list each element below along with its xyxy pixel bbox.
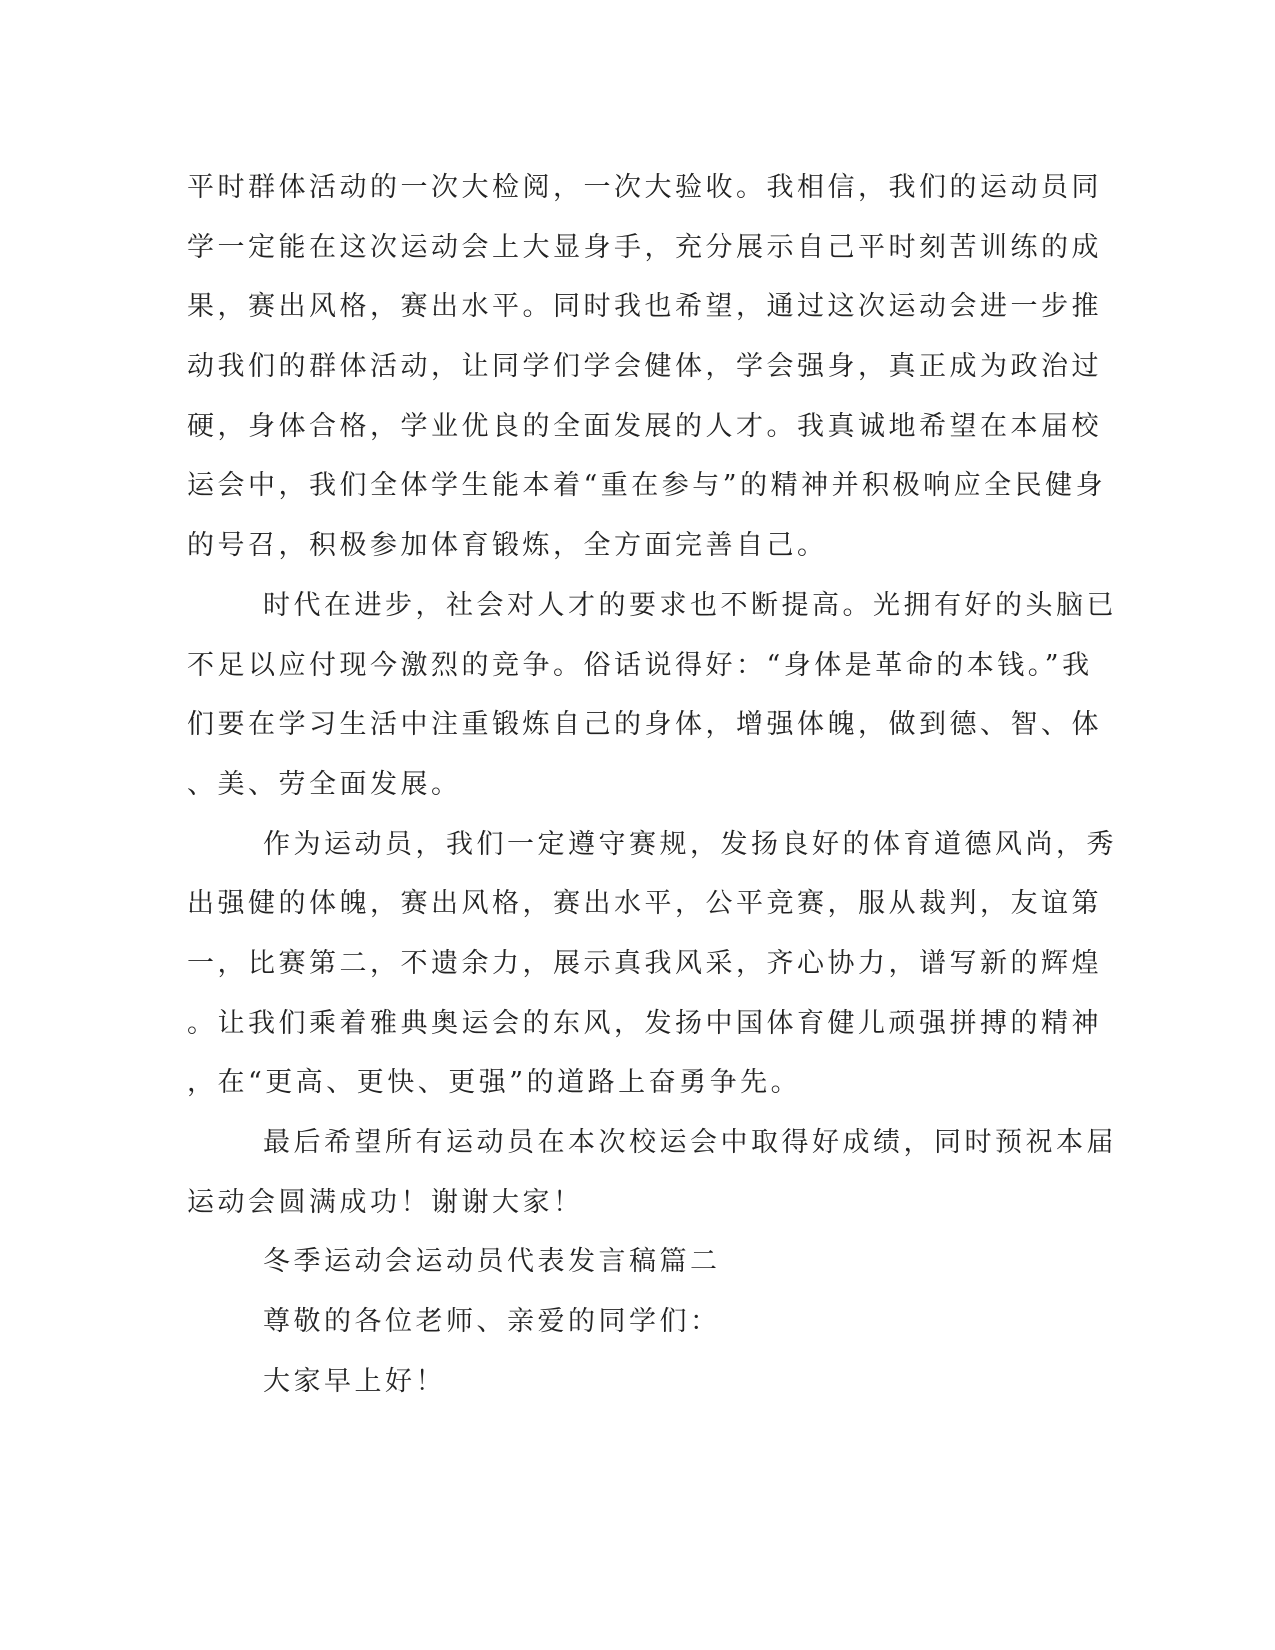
text-line: 学一定能在这次运动会上大显身手，充分展示自己平时刻苦训练的成: [187, 231, 1102, 263]
paragraph-start-line: 时代在进步，社会对人才的要求也不断提高。光拥有好的头脑已: [263, 589, 1117, 621]
section-heading: 冬季运动会运动员代表发言稿篇二: [263, 1246, 721, 1278]
text-line: 运会中，我们全体学生能本着“重在参与”的精神并积极响应全民健身: [187, 470, 1107, 502]
text-line: 一，比赛第二，不遗余力，展示真我风采，齐心协力，谱写新的辉煌: [187, 947, 1102, 979]
greeting: 大家早上好！: [263, 1365, 446, 1397]
text-line: 平时群体活动的一次大检阅，一次大验收。我相信，我们的运动员同: [187, 172, 1102, 203]
paragraph-start-line: 作为运动员，我们一定遵守赛规，发扬良好的体育道德风尚，秀: [263, 828, 1117, 860]
paragraph-start-line: 最后希望所有运动员在本次校运会中取得好成绩，同时预祝本届: [263, 1127, 1117, 1158]
text-line: 出强健的体魄，赛出风格，赛出水平，公平竞赛，服从裁判，友谊第: [187, 888, 1102, 920]
document-body: [187, 158, 1117, 1411]
text-line: 果，赛出风格，赛出水平。同时我也希望，通过这次运动会进一步推: [187, 291, 1102, 323]
salutation: 尊敬的各位老师、亲爱的同学们：: [263, 1306, 721, 1338]
text-line: 动我们的群体活动，让同学们学会健体，学会强身，真正成为政治过: [187, 351, 1102, 383]
text-line: ，在“更高、更快、更强”的道路上奋勇争先。: [187, 1067, 802, 1099]
text-line: 们要在学习生活中注重锻炼自己的身体，增强体魄，做到德、智、体: [187, 709, 1102, 741]
text-line: 硬，身体合格，学业优良的全面发展的人才。我真诚地希望在本届校: [187, 410, 1102, 442]
text-line: 运动会圆满成功！谢谢大家！: [187, 1186, 584, 1218]
text-line: 、美、劳全面发展。: [187, 768, 462, 800]
text-line: 。让我们乘着雅典奥运会的东风，发扬中国体育健儿顽强拼搏的精神: [187, 1007, 1102, 1039]
text-line: 不足以应付现今激烈的竞争。俗话说得好：“身体是革命的本钱。”我: [187, 649, 1093, 681]
text-line: 的号召，积极参加体育锻炼，全方面完善自己。: [187, 530, 828, 562]
